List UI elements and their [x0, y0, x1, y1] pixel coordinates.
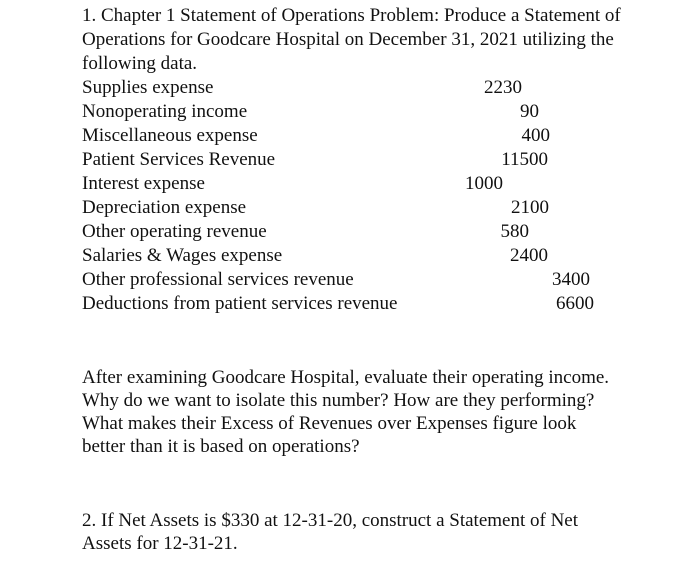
row-value: 2230	[484, 77, 522, 98]
row-value: 1000	[465, 173, 503, 194]
question-1-intro: 1. Chapter 1 Statement of Operations Problem: Produce a Statement of Operations for Goodcare Hospital on December 31, 2021 utilizing the following data.	[82, 5, 621, 74]
row-label: Supplies expense	[82, 77, 214, 98]
row-value: 2400	[510, 245, 548, 266]
row-value: 90	[520, 101, 539, 122]
data-row-interest-expense	[82, 172, 642, 196]
data-row-supplies-expense	[82, 76, 642, 100]
row-label: Other professional services revenue	[82, 269, 354, 290]
row-value: 3400	[552, 269, 590, 290]
row-value: 400	[521, 125, 550, 146]
data-row-other-operating-revenue	[82, 220, 642, 244]
data-row-deductions-patient-services-revenue	[82, 292, 642, 316]
data-row-salaries-wages-expense	[82, 244, 642, 268]
data-row-nonoperating-income	[82, 100, 642, 124]
data-row-patient-services-revenue	[82, 148, 642, 172]
row-value: 6600	[556, 293, 594, 314]
row-label: Deductions from patient services revenue	[82, 293, 398, 314]
data-row-depreciation-expense	[82, 196, 642, 220]
row-label: Salaries & Wages expense	[82, 245, 283, 266]
row-label: Depreciation expense	[82, 197, 247, 218]
row-value: 580	[500, 221, 529, 242]
question-2-text: 2. If Net Assets is $330 at 12-31-20, construct a Statement of Net Assets for 12-31-21.	[82, 510, 579, 554]
evaluation-paragraph: After examining Goodcare Hospital, evaluate their operating income. Why do we want to isolate this number? How are they performing? What makes their Excess of Revenues over Expenses figure look better than it is based on operations?	[82, 367, 610, 457]
data-row-miscellaneous-expense	[82, 124, 642, 148]
row-label: Nonoperating income	[82, 101, 248, 122]
row-label: Other operating revenue	[82, 221, 267, 242]
row-label: Patient Services Revenue	[82, 149, 276, 170]
row-value: 2100	[511, 197, 549, 218]
row-value: 11500	[501, 149, 548, 170]
row-label: Interest expense	[82, 173, 205, 194]
data-row-other-professional-services-revenue	[82, 268, 642, 292]
row-label: Miscellaneous expense	[82, 125, 258, 146]
